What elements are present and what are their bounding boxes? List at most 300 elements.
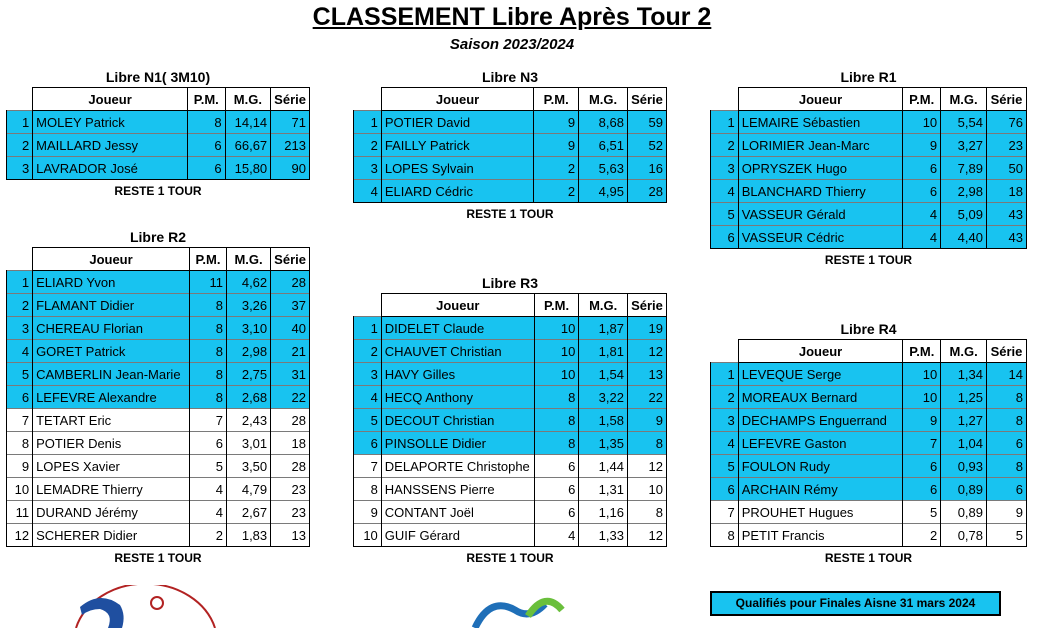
cell-name: HECQ Anthony [381,386,534,409]
cell-mg: 1,27 [941,409,987,432]
header-serie: Série [627,294,666,317]
cell-serie: 28 [271,271,310,294]
cell-name: CHAUVET Christian [381,340,534,363]
header-serie: Série [271,88,310,111]
cell-rank: 3 [711,409,739,432]
cell-serie: 76 [986,111,1026,134]
cell-name: LEFEVRE Gaston [738,432,903,455]
group-title: Libre R2 [129,229,186,245]
cell-serie: 14 [987,363,1027,386]
cell-rank: 10 [354,524,382,547]
header-player: Joueur [381,294,534,317]
cell-serie: 28 [271,455,310,478]
cell-mg: 3,22 [579,386,628,409]
cell-rank: 2 [7,134,33,157]
cell-pm: 10 [534,317,579,340]
cell-mg: 8,68 [579,111,628,134]
cell-rank: 11 [7,501,33,524]
cell-mg: 4,79 [226,478,270,501]
cell-mg: 1,25 [941,386,987,409]
header-serie: Série [987,340,1027,363]
cell-name: FLAMANT Didier [33,294,190,317]
group-n3 [353,67,667,225]
cell-pm: 4 [903,203,941,226]
cell-serie: 213 [271,134,310,157]
qualified-legend: Qualifiés pour Finales Aisne 31 mars 2024 [710,591,1001,616]
cell-rank: 6 [711,478,739,501]
cell-mg: 0,93 [941,455,987,478]
cell-serie: 40 [271,317,310,340]
cell-serie: 22 [627,386,666,409]
cell-pm: 8 [534,386,579,409]
cell-mg: 0,89 [941,501,987,524]
cell-pm: 9 [903,134,941,157]
cell-mg: 6,51 [579,134,628,157]
cell-pm: 6 [534,478,579,501]
header-mg: M.G. [941,88,987,111]
cell-pm: 6 [903,180,941,203]
cell-serie: 8 [987,409,1027,432]
cell-name: POTIER Denis [33,432,190,455]
header-player: Joueur [33,88,188,111]
remaining-label: RESTE 1 TOUR [824,551,913,565]
table-row [7,317,310,340]
cell-mg: 1,34 [941,363,987,386]
cell-name: CAMBERLIN Jean-Marie [33,363,190,386]
cell-serie: 31 [271,363,310,386]
table-row [7,524,310,547]
cell-name: VASSEUR Gérald [738,203,903,226]
header-pm: P.M. [534,294,579,317]
cell-name: POTIER David [381,111,533,134]
cell-pm: 5 [189,455,226,478]
cell-pm: 7 [189,409,226,432]
table-row [7,363,310,386]
cell-rank: 5 [7,363,33,386]
cell-rank: 3 [7,317,33,340]
table-row [711,180,1027,203]
cell-rank: 7 [7,409,33,432]
cell-serie: 23 [271,501,310,524]
cell-name: TETART Eric [33,409,190,432]
cell-rank: 1 [7,271,33,294]
cell-serie: 52 [627,134,666,157]
cell-name: LEMAIRE Sébastien [738,111,903,134]
table-row [354,180,667,203]
cell-name: SCHERER Didier [33,524,190,547]
group-r4 [710,319,1027,569]
remaining-label: RESTE 1 TOUR [466,551,554,565]
cell-pm: 6 [903,478,941,501]
table-row [7,111,310,134]
cell-rank: 6 [711,226,739,249]
cell-rank: 4 [354,386,382,409]
group-title: Libre R3 [481,275,538,291]
table-row [354,524,667,547]
table-row [7,478,310,501]
group-title: Libre R1 [840,69,897,85]
cell-serie: 6 [987,478,1027,501]
remaining-label: RESTE 1 TOUR [466,207,554,221]
cell-mg: 1,44 [579,455,628,478]
cell-pm: 9 [534,111,579,134]
remaining-label: RESTE 1 TOUR [114,184,202,198]
cell-rank: 3 [354,363,382,386]
cell-mg: 3,26 [226,294,270,317]
cell-mg: 5,54 [941,111,987,134]
cell-name: LOPES Xavier [33,455,190,478]
cell-name: PINSOLLE Didier [381,432,534,455]
cell-rank: 4 [711,432,739,455]
table-row [711,478,1027,501]
header-serie: Série [271,248,310,271]
ranking-table [6,87,310,180]
cell-name: MOREAUX Bernard [738,386,903,409]
page-title: CLASSEMENT Libre Après Tour 2 [312,3,712,31]
cell-mg: 5,63 [579,157,628,180]
cell-rank: 2 [711,134,739,157]
cell-rank: 2 [354,134,382,157]
cell-serie: 90 [271,157,310,180]
table-row [7,157,310,180]
table-row [711,501,1027,524]
table-row [7,294,310,317]
cell-name: LORIMIER Jean-Marc [738,134,903,157]
ranking-table [710,339,1027,547]
cell-serie: 13 [627,363,666,386]
cell-name: PETIT Francis [738,524,903,547]
cell-mg: 14,14 [225,111,271,134]
table-row [354,409,667,432]
cell-mg: 1,58 [579,409,628,432]
cell-rank: 2 [354,340,382,363]
table-row [354,501,667,524]
table-row [354,455,667,478]
cell-serie: 28 [627,180,666,203]
cell-mg: 3,01 [226,432,270,455]
cell-name: HANSSENS Pierre [381,478,534,501]
cell-name: DELAPORTE Christophe [381,455,534,478]
cell-mg: 7,89 [941,157,987,180]
cell-mg: 1,87 [579,317,628,340]
cell-pm: 9 [903,409,941,432]
cell-mg: 2,98 [941,180,987,203]
header-mg: M.G. [226,248,270,271]
cell-rank: 3 [354,157,382,180]
cell-pm: 4 [534,524,579,547]
cell-serie: 9 [627,409,666,432]
cell-pm: 11 [189,271,226,294]
table-row [7,455,310,478]
cell-mg: 2,68 [226,386,270,409]
cell-name: BLANCHARD Thierry [738,180,903,203]
cell-rank: 1 [354,317,382,340]
cell-pm: 4 [903,226,941,249]
table-row [354,134,667,157]
cell-pm: 8 [189,386,226,409]
cell-pm: 5 [903,501,941,524]
cell-rank: 1 [711,363,739,386]
cell-name: LEMADRE Thierry [33,478,190,501]
cell-rank: 5 [711,455,739,478]
cell-mg: 1,81 [579,340,628,363]
cell-serie: 18 [986,180,1026,203]
cell-rank: 4 [711,180,739,203]
cell-name: CHEREAU Florian [33,317,190,340]
cell-pm: 8 [187,111,225,134]
cell-name: ELIARD Cédric [381,180,533,203]
cell-mg: 2,98 [226,340,270,363]
cell-serie: 8 [987,386,1027,409]
table-row [711,432,1027,455]
cell-pm: 10 [903,111,941,134]
table-row [7,432,310,455]
cell-name: MAILLARD Jessy [33,134,188,157]
cell-name: GORET Patrick [33,340,190,363]
header-pm: P.M. [903,340,941,363]
cell-rank: 7 [354,455,382,478]
cell-name: PROUHET Hugues [738,501,903,524]
header-player: Joueur [738,340,903,363]
header-pm: P.M. [903,88,941,111]
cell-pm: 7 [903,432,941,455]
table-row [7,134,310,157]
cell-serie: 19 [627,317,666,340]
cell-pm: 6 [187,134,225,157]
cell-pm: 8 [534,432,579,455]
cell-serie: 10 [627,478,666,501]
cell-pm: 6 [903,455,941,478]
cell-pm: 4 [189,478,226,501]
group-title: Libre R4 [840,321,897,337]
ranking-table [6,247,310,547]
table-row [7,271,310,294]
cell-pm: 8 [534,409,579,432]
cell-mg: 0,89 [941,478,987,501]
cell-name: ELIARD Yvon [33,271,190,294]
cell-pm: 6 [903,157,941,180]
header-mg: M.G. [579,294,628,317]
cell-mg: 3,50 [226,455,270,478]
table-row [7,340,310,363]
cell-name: DIDELET Claude [381,317,534,340]
header-mg: M.G. [225,88,271,111]
cell-name: VASSEUR Cédric [738,226,903,249]
cell-rank: 8 [711,524,739,547]
cell-serie: 23 [271,478,310,501]
cell-name: OPRYSZEK Hugo [738,157,903,180]
cell-name: FAILLY Patrick [381,134,533,157]
cell-pm: 4 [189,501,226,524]
cell-pm: 10 [534,340,579,363]
table-row [354,340,667,363]
cell-pm: 2 [903,524,941,547]
cell-serie: 21 [271,340,310,363]
cell-rank: 8 [7,432,33,455]
cell-serie: 43 [986,203,1026,226]
cell-mg: 66,67 [225,134,271,157]
cell-rank: 3 [711,157,739,180]
page-subtitle: Saison 2023/2024 [449,36,575,53]
cell-rank: 2 [7,294,33,317]
cell-serie: 43 [986,226,1026,249]
header-player: Joueur [33,248,190,271]
cell-rank: 9 [7,455,33,478]
table-row [354,317,667,340]
club-logo [70,585,220,628]
federation-logo [470,594,570,628]
header-pm: P.M. [189,248,226,271]
table-row [354,432,667,455]
cell-rank: 9 [354,501,382,524]
ranking-table [353,293,667,547]
header-serie: Série [627,88,666,111]
cell-rank: 2 [711,386,739,409]
cell-mg: 4,40 [941,226,987,249]
cell-serie: 22 [271,386,310,409]
cell-name: DURAND Jérémy [33,501,190,524]
header-pm: P.M. [187,88,225,111]
cell-name: DECOUT Christian [381,409,534,432]
cell-mg: 1,16 [579,501,628,524]
cell-serie: 37 [271,294,310,317]
cell-pm: 6 [189,432,226,455]
header-serie: Série [986,88,1026,111]
cell-serie: 59 [627,111,666,134]
cell-pm: 10 [903,363,941,386]
cell-mg: 2,67 [226,501,270,524]
cell-name: ARCHAIN Rémy [738,478,903,501]
table-row [354,363,667,386]
cell-rank: 6 [7,386,33,409]
header-pm: P.M. [534,88,579,111]
header-player: Joueur [381,88,533,111]
table-row [711,363,1027,386]
cell-serie: 12 [627,455,666,478]
cell-mg: 15,80 [225,157,271,180]
cell-pm: 8 [189,294,226,317]
cell-serie: 6 [987,432,1027,455]
cell-rank: 6 [354,432,382,455]
cell-mg: 3,10 [226,317,270,340]
cell-mg: 3,27 [941,134,987,157]
cell-serie: 13 [271,524,310,547]
cell-serie: 23 [986,134,1026,157]
table-row [711,455,1027,478]
cell-mg: 1,04 [941,432,987,455]
cell-pm: 6 [534,501,579,524]
cell-serie: 12 [627,524,666,547]
cell-name: FOULON Rudy [738,455,903,478]
cell-serie: 5 [987,524,1027,547]
table-row [7,386,310,409]
table-row [354,111,667,134]
table-row [354,157,667,180]
cell-serie: 28 [271,409,310,432]
ranking-table [353,87,667,203]
header-mg: M.G. [941,340,987,363]
table-row [711,409,1027,432]
cell-name: DECHAMPS Enguerrand [738,409,903,432]
cell-pm: 6 [187,157,225,180]
table-row [354,478,667,501]
cell-mg: 1,83 [226,524,270,547]
table-row [711,524,1027,547]
cell-serie: 8 [987,455,1027,478]
group-r1 [710,67,1027,271]
cell-name: LEFEVRE Alexandre [33,386,190,409]
cell-rank: 1 [7,111,33,134]
cell-mg: 1,33 [579,524,628,547]
cell-pm: 8 [189,363,226,386]
cell-name: LAVRADOR José [33,157,188,180]
group-r3 [353,273,667,569]
group-r2 [6,227,310,569]
cell-mg: 0,78 [941,524,987,547]
cell-pm: 6 [534,455,579,478]
table-row [711,111,1027,134]
group-n1 [6,67,310,202]
cell-mg: 1,35 [579,432,628,455]
cell-name: LEVEQUE Serge [738,363,903,386]
table-row [7,501,310,524]
cell-pm: 2 [534,180,579,203]
cell-serie: 18 [271,432,310,455]
cell-serie: 71 [271,111,310,134]
table-row [711,203,1027,226]
table-row [711,226,1027,249]
cell-serie: 50 [986,157,1026,180]
cell-pm: 9 [534,134,579,157]
group-title: Libre N3 [481,69,538,85]
cell-mg: 2,43 [226,409,270,432]
cell-name: GUIF Gérard [381,524,534,547]
cell-rank: 5 [711,203,739,226]
cell-serie: 8 [627,432,666,455]
ranking-table [710,87,1027,249]
cell-rank: 1 [354,111,382,134]
remaining-label: RESTE 1 TOUR [824,253,913,267]
cell-name: LOPES Sylvain [381,157,533,180]
group-title: Libre N1( 3M10) [105,69,211,85]
cell-serie: 16 [627,157,666,180]
cell-serie: 12 [627,340,666,363]
cell-pm: 10 [534,363,579,386]
table-row [711,134,1027,157]
cell-rank: 7 [711,501,739,524]
table-row [711,157,1027,180]
cell-name: CONTANT Joël [381,501,534,524]
cell-rank: 12 [7,524,33,547]
cell-mg: 1,31 [579,478,628,501]
cell-pm: 2 [189,524,226,547]
cell-rank: 1 [711,111,739,134]
cell-name: HAVY Gilles [381,363,534,386]
cell-pm: 10 [903,386,941,409]
cell-mg: 5,09 [941,203,987,226]
cell-pm: 2 [534,157,579,180]
table-row [711,386,1027,409]
header-mg: M.G. [579,88,628,111]
table-row [354,386,667,409]
cell-mg: 4,95 [579,180,628,203]
cell-mg: 1,54 [579,363,628,386]
cell-mg: 2,75 [226,363,270,386]
cell-name: MOLEY Patrick [33,111,188,134]
cell-pm: 8 [189,317,226,340]
cell-mg: 4,62 [226,271,270,294]
header-player: Joueur [738,88,903,111]
